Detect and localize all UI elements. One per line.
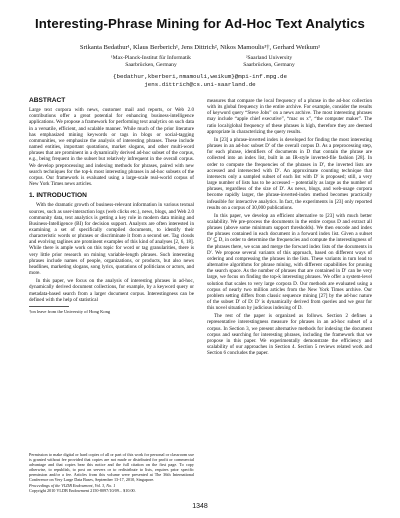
- email-line: jens.dittrich@cs.uni-saarland.de: [144, 80, 256, 88]
- introduction-heading: 1. INTRODUCTION: [29, 192, 87, 200]
- permission-text: Permission to make digital or hard copies of all or part of this work for personal or classroom use is granted without fee provided that copies are not made or distributed for profit or commercial advantage and that copies bear this notice and the full citation on the first page. To copy otherwise, to republish, to post on servers or to redistribute to lists, requires prior specific permission and/or a fee. Articles from this volume were presented at The 36th International Conference on Very Large Data Bases, September 13-17, 2010, Singapore.: [29, 452, 194, 482]
- intro-paragraph: With the dramatic growth of business-relevant information in various textual sources, such as user-interaction logs (web clicks etc.), news, blogs, and Web 2.0 community data, text analytics is getting a key role in modern data mining and Business-Intelligence (BI) for decision support. Analysts are often interested in examining a set of specifically compiled documents, to identify their characteristic words or phrases or discriminate it from a second set. Tag clouds and evolving taglines are prominent examples of this kind of analyses [2, 6, 18]. While there is ample work on this topic for word or tag granularities, there is very little prior research on mining variable-length phrases. Such interesting phrases include names of people, organizations, or products, but also news headlines, marketing slogans, song lyrics, quotations of politicians or actors, and more.: [29, 202, 194, 277]
- footnote: †on leave from the University of Hong Kong: [29, 308, 111, 314]
- author-emails: [20, 73, 380, 88]
- email-line: {bedathur,kberberi,nmamouli,weikum}@mpi-inf.mpg.de: [113, 73, 287, 80]
- left-column: [29, 98, 194, 314]
- abstract-text: Large text corpora with news, customer mail and reports, or Web 2.0 contributions offer a great potential for enhancing business-intelligence applications. We propose a framework for performing text analytics on such data in a versatile, efficient, and scalable manner. While much of the prior literature has emphasized mining keywords or tags in blogs or social-tagging communities, we emphasize the analysis of interesting phrases. These include named entities, important quotations, market slogans, and other multi-word phrases that are prominent in a dynamically derived ad-hoc subset of the corpus, e.g., being frequent in the subset but relatively infrequent in the overall corpus. We develop preprocessing and indexing methods for phrases, paired with new search techniques for the top-k most interesting phrases in ad-hoc subsets of the corpus. Our framework is evaluated using a large-scale real-world corpus of New York Times news articles.: [29, 107, 194, 188]
- affiliation-line: ¹Max-Planck-Institut für Informatik: [111, 55, 191, 61]
- abstract-heading: ABSTRACT: [29, 97, 66, 104]
- body-paragraph: measures that compare the local frequency of a phrase in the ad-hoc collection with its global frequency in the entire archive. For example, consider the results of keyword query “Steve Jobs” on a news archive. The most interesting phrases may include “apple chief executive”, “mac os x”, “the computer maker”. The ratio local/global frequency of these phrases is high, therefore they are deemed appropriate in characterizing the query results.: [207, 98, 372, 135]
- affiliation-line: ²Saarland University: [245, 55, 293, 61]
- intro-paragraph: In this paper, we focus on the analysis of interesting phrases in ad-hoc, dynamically derived document collections, for example, by a keyword query or metadata-based search from a larger document corpus. Interestingness can be defined with the help of statistical: [29, 278, 194, 303]
- right-column: [207, 98, 372, 358]
- body-paragraph: In [23] a phrase-inverted index is developed for finding the most interesting phrases in an ad-hoc subset D′ of the overall corpus D. As a preprocessing step, for each phrase, identifiers of documents in D that contain the phrase are collected into an index list, built in an IR-style inverted-file fashion [28]. In order to compute the frequencies of the phrases in D′, the inverted lists are accessed and intersected with D′. An approximate counting technique that intersects only a sampled subset of each list with D′ is proposed; still, a very large number of lists has to be accessed – potentially as large as the number of phrases, regardless of the size of D′. As news, blogs, and web-usage corpora become rapidly larger, the phrase-inverted-index method becomes practically infeasible for interactive analytics. In fact, the experiments in [23] only reported results on a corpus of 30,000 publications.: [207, 136, 372, 211]
- proceedings-line: Proceedings of the VLDB Endowment, Vol. 3, No. 1: [29, 483, 116, 488]
- body-paragraph: The rest of the paper is organized as follows. Section 2 defines a representative interestingness measure for phrases in an ad-hoc subset of a corpus. In Section 3, we present alternative methods for indexing the document corpus and searching for interesting phrases, including the framework that we propose in this paper. We experimentally demonstrate the efficiency and scalability of our approaches in Section 4. Section 5 reviews related work and Section 6 concludes the paper.: [207, 313, 372, 357]
- copyright-line: Copyright 2010 VLDB Endowment 2150-8097/10/09... $10.00.: [29, 488, 136, 493]
- affiliation-line: Saarbrücken, Germany: [125, 62, 177, 68]
- affiliation-saarland: [214, 55, 324, 69]
- author-list: Srikanta Bedathur¹, Klaus Berberich¹, Jens Dittrich², Nikos Mamoulis³†, Gerhard Weikum¹: [79, 44, 321, 51]
- permission-notice: [29, 452, 194, 493]
- affiliation-line: Saarbrücken, Germany: [243, 62, 295, 68]
- body-paragraph: In this paper, we develop an efficient alternative to [23] with much better scalability. We pre-process the documents in the entire corpus D and extract all phrases (above some minimum support thresholds). We then encode and index the phrases contained in each document in a forward index list. Given a subset D′ ⊆ D, in order to determine the frequencies and compute the interestingness of the phrases there, we scan and merge the forward index lists of the documents in D′. We propose several variants of this approach, based on different ways of ordering and compressing the phrases in the lists. These variants in turn lead to alternative algorithms for phrase mining, with different capabilities for pruning the search space. As the number of phrases that are contained in D′ can be very large, we focus on finding the top-k interesting phrases. We offer a system-level solution that scales to very large corpora D. Our methods are evaluated using a corpus of nearly two million articles from the New York Times archive. Our problem setting differs from classic sequence mining [27] by the ad-hoc nature of the subset D′ of D: D′ is dynamically derived from queries and we gear for this novel situation by judicious indexing of D.: [207, 212, 372, 312]
- paper-title: Interesting-Phrase Mining for Ad-Hoc Text Analytics: [35, 16, 365, 31]
- page-number: 1348: [192, 503, 208, 510]
- affiliation-mpi: [96, 55, 206, 69]
- footnote-divider: [29, 306, 69, 307]
